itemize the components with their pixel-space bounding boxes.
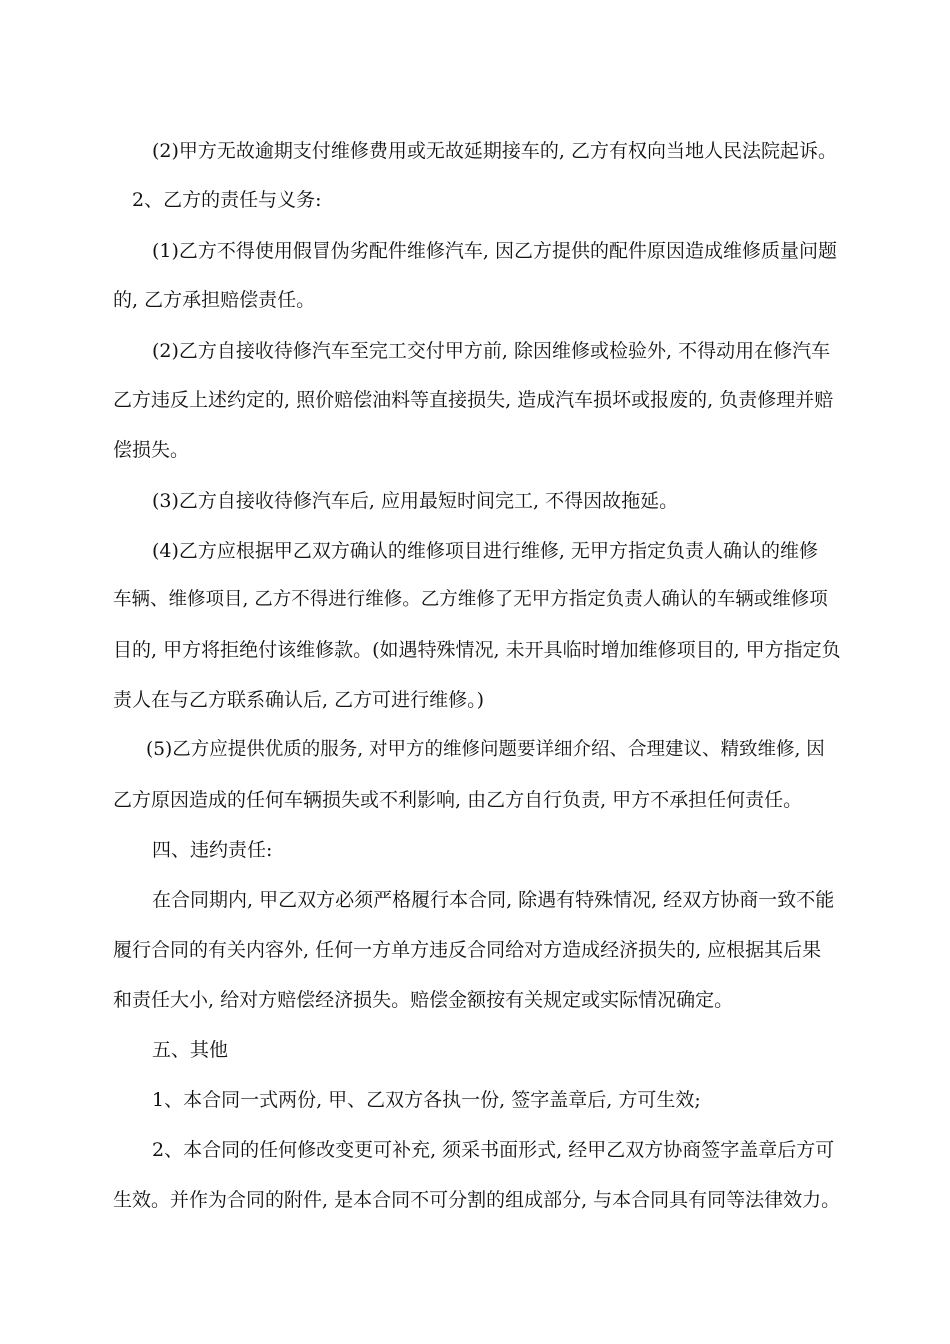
text-line: 责人在与乙方联系确认后, 乙方可进行维修。) <box>113 689 484 711</box>
text-line: (5)乙方应提供优质的服务, 对甲方的维修问题要详细介绍、合理建议、精致维修, 因 <box>146 739 825 760</box>
text-line: (2)甲方无故逾期支付维修费用或无故延期接车的, 乙方有权向当地人民法院起诉。 <box>152 140 837 162</box>
text-line: 乙方原因造成的任何车辆损失或不利影响, 由乙方自行负责, 甲方不承担任何责任。 <box>113 789 803 811</box>
text-line: 在合同期内, 甲乙双方必须严格履行本合同, 除遇有特殊情况, 经双方协商一致不能 <box>152 889 835 911</box>
section-heading: 五、其他 <box>152 1039 229 1061</box>
text-line: 乙方违反上述约定的, 照价赔偿油料等直接损失, 造成汽车损坏或报废的, 负责修理并赔 <box>113 389 834 411</box>
section-heading: 2、乙方的责任与义务: <box>132 189 322 211</box>
text-line: (1)乙方不得使用假冒伪劣配件维修汽车, 因乙方提供的配件原因造成维修质量问题 <box>152 240 837 262</box>
text-line: (4)乙方应根据甲乙双方确认的维修项目进行维修, 无甲方指定负责人确认的维修 <box>152 540 818 562</box>
text-line: 目的, 甲方将拒绝付该维修款。(如遇特殊情况, 未开具临时增加维修项目的, 甲方指定负 <box>113 639 841 661</box>
text-line: (3)乙方自接收待修汽车后, 应用最短时间完工, 不得因故拖延。 <box>152 490 679 512</box>
text-line: 偿损失。 <box>113 439 190 461</box>
section-heading: 四、违约责任: <box>152 839 273 861</box>
text-line: (2)乙方自接收待修汽车至完工交付甲方前, 除因维修或检验外, 不得动用在修汽车 <box>152 340 831 362</box>
text-line: 车辆、维修项目, 乙方不得进行维修。乙方维修了无甲方指定负责人确认的车辆或维修项 <box>113 589 828 610</box>
text-line: 1、本合同一式两份, 甲、乙双方各执一份, 签字盖章后, 方可生效; <box>152 1089 701 1111</box>
text-line: 和责任大小, 给对方赔偿经济损失。赔偿金额按有关规定或实际情况确定。 <box>113 989 734 1011</box>
text-line: 2、本合同的任何修改变更可补充, 须采书面形式, 经甲乙双方协商签字盖章后方可 <box>152 1139 835 1161</box>
text-line: 履行合同的有关内容外, 任何一方单方违反合同给对方造成经济损失的, 应根据其后果 <box>113 939 822 961</box>
text-line: 生效。并作为合同的附件, 是本合同不可分割的组成部分, 与本合同具有同等法律效力。 <box>113 1189 841 1211</box>
text-line: 的, 乙方承担赔偿责任。 <box>113 289 316 311</box>
